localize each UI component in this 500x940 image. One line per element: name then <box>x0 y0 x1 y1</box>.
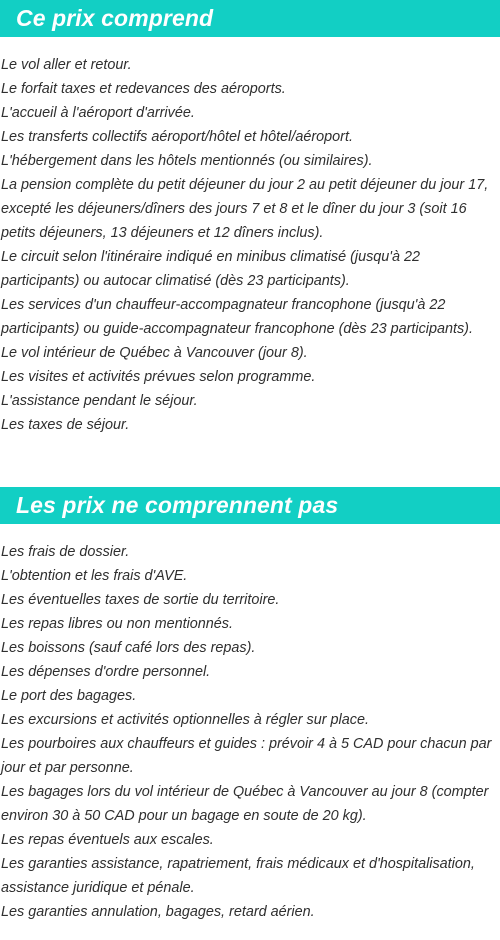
list-item: Les taxes de séjour. <box>1 417 130 433</box>
list-item: Le forfait taxes et redevances des aéroports. <box>1 81 286 97</box>
list-item: L'obtention et les frais d'AVE. <box>1 568 188 584</box>
list-item: Les frais de dossier. <box>1 544 130 560</box>
included-list <box>0 53 500 437</box>
list-item: Le port des bagages. <box>1 688 137 704</box>
list-item: Les transferts collectifs aéroport/hôtel et hôtel/aéroport. <box>1 129 353 145</box>
list-item: Les visites et activités prévues selon programme. <box>1 369 316 385</box>
list-item: La pension complète du petit déjeuner du jour 2 au petit déjeuner du jour 17, excepté les déjeuners/dîners des jours 7 et 8 et le dîner du jour 3 (soit 16 petits déjeuners, 13 déjeuners et 12 dîners inclus). <box>1 177 489 241</box>
list-item: Les repas éventuels aux escales. <box>1 832 214 848</box>
list-item: Les services d'un chauffeur-accompagnateur francophone (jusqu'à 22 participants) ou guide-accompagnateur francophone (dès 23 participants). <box>1 297 473 337</box>
excluded-title-text: Les prix ne comprennent pas <box>16 492 339 518</box>
excluded-section-title <box>0 487 500 524</box>
list-item: Les repas libres ou non mentionnés. <box>1 616 233 632</box>
included-section-title <box>0 0 500 37</box>
included-title-text: Ce prix comprend <box>16 5 214 31</box>
list-item: Les dépenses d'ordre personnel. <box>1 664 211 680</box>
list-item: Le vol aller et retour. <box>1 57 132 73</box>
list-item: Les bagages lors du vol intérieur de Québec à Vancouver au jour 8 (compter environ 30 à 50 CAD pour un bagage en soute de 20 kg). <box>1 784 489 824</box>
list-item: Le circuit selon l'itinéraire indiqué en minibus climatisé (jusqu'à 22 participants) ou autocar climatisé (dès 23 participants). <box>1 249 421 289</box>
list-item: Les excursions et activités optionnelles à régler sur place. <box>1 712 369 728</box>
list-item: Les garanties annulation, bagages, retard aérien. <box>1 904 315 920</box>
list-item: Les boissons (sauf café lors des repas). <box>1 640 256 656</box>
list-item: L'accueil à l'aéroport d'arrivée. <box>1 105 195 121</box>
list-item: L'hébergement dans les hôtels mentionnés (ou similaires). <box>1 153 373 169</box>
list-item: Le vol intérieur de Québec à Vancouver (jour 8). <box>1 345 308 361</box>
excluded-list <box>0 540 500 924</box>
list-item: L'assistance pendant le séjour. <box>1 393 198 409</box>
list-item: Les éventuelles taxes de sortie du territoire. <box>1 592 280 608</box>
list-item: Les garanties assistance, rapatriement, frais médicaux et d'hospitalisation, assistance juridique et pénale. <box>1 856 475 896</box>
list-item: Les pourboires aux chauffeurs et guides : prévoir 4 à 5 CAD pour chacun par jour et par personne. <box>1 736 492 776</box>
